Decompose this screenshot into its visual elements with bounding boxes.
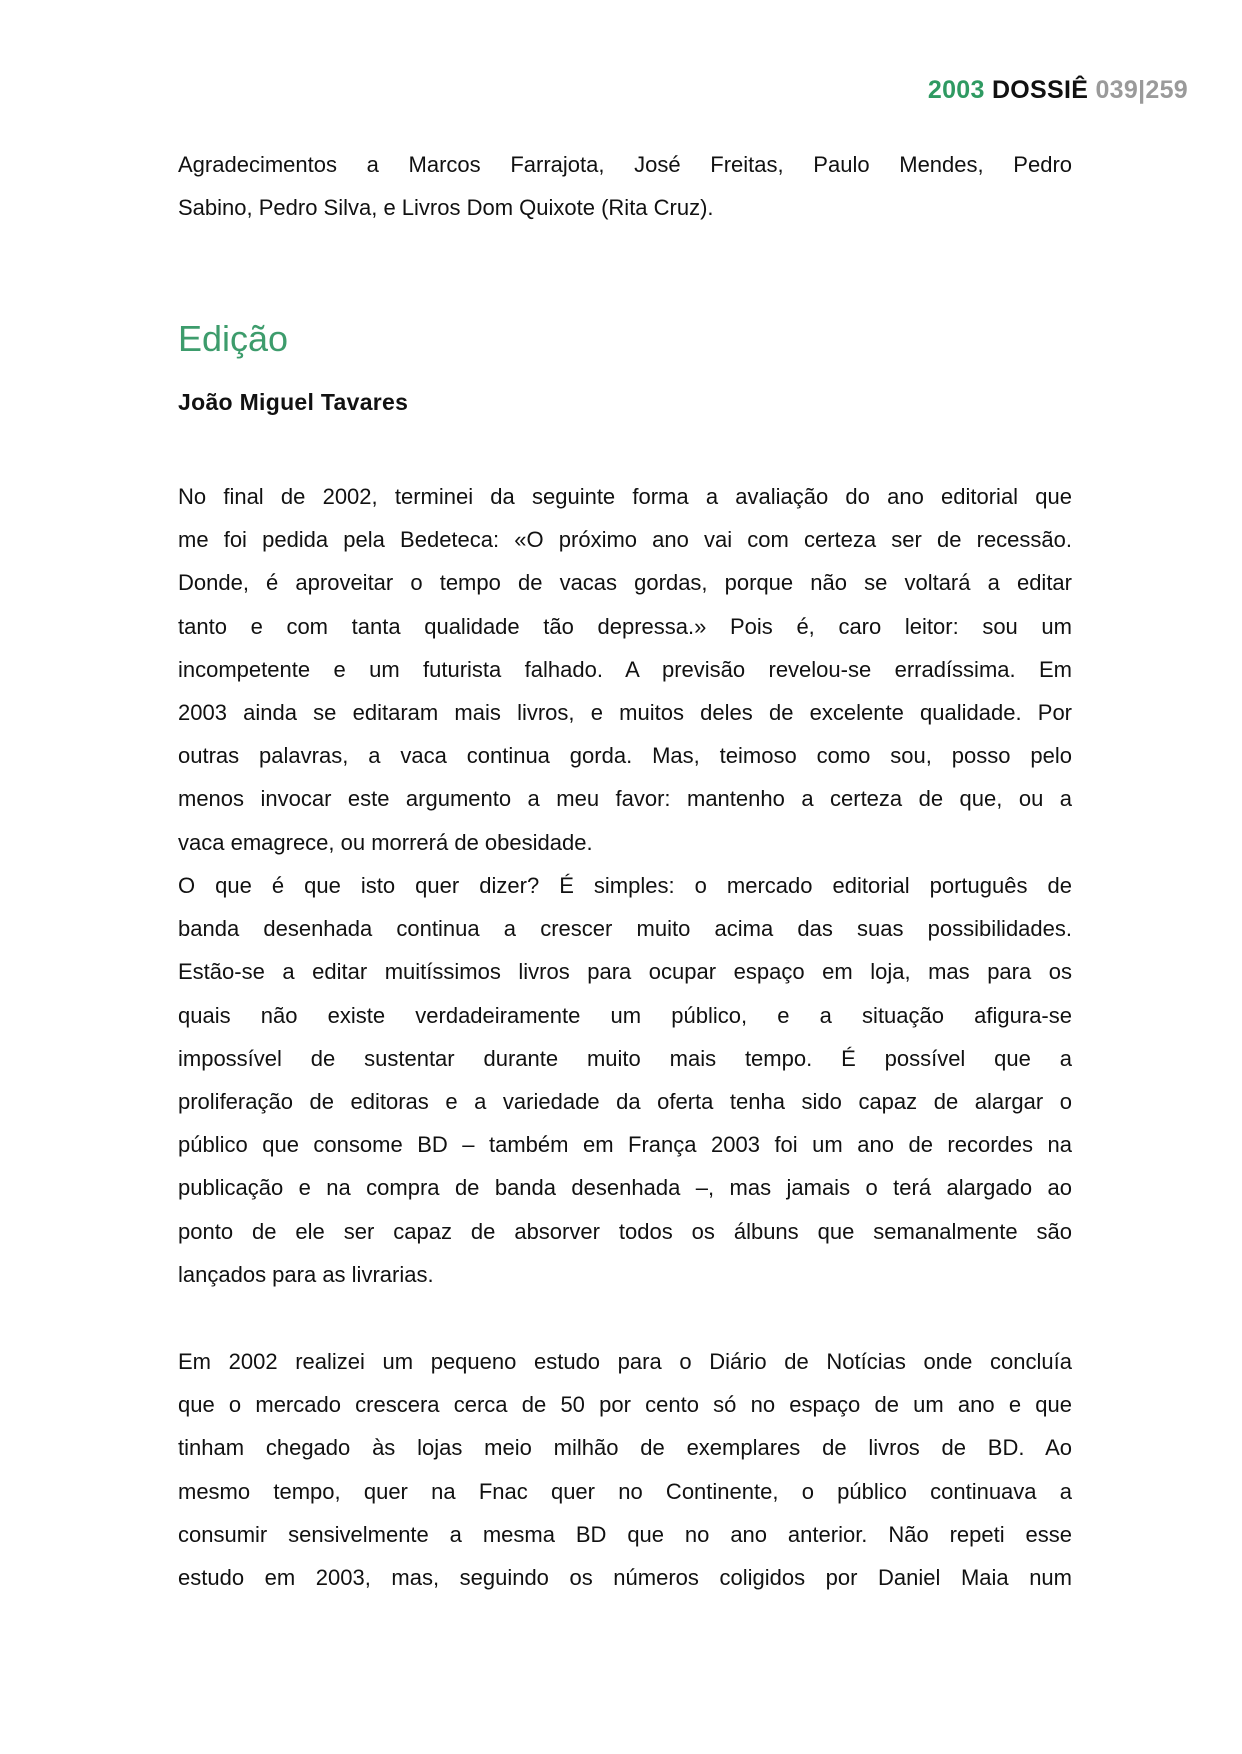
text-line: proliferação de editoras e a variedade da oferta tenha sido capaz de alargar o bbox=[178, 1088, 1072, 1114]
text-line: tanto e com tanta qualidade tão depressa.» Pois é, caro leitor: sou um bbox=[178, 613, 1072, 639]
text-line: me foi pedida pela Bedeteca: «O próximo ano vai com certeza ser de recessão. bbox=[178, 527, 1072, 553]
text-line: incompetente e um futurista falhado. A previsão revelou-se erradíssima. Em bbox=[178, 656, 1072, 682]
text-line: menos invocar este argumento a meu favor: mantenho a certeza de que, ou a bbox=[178, 786, 1072, 812]
header-page-number: 039|259 bbox=[1095, 76, 1188, 104]
text-line: tinham chegado às lojas meio milhão de exemplares de livros de BD. Ao bbox=[178, 1435, 1072, 1461]
paragraph-1 bbox=[178, 475, 1072, 864]
text-line: publicação e na compra de banda desenhada –, mas jamais o terá alargado ao bbox=[178, 1175, 1072, 1201]
text-line: público que consome BD – também em França 2003 foi um ano de recordes na bbox=[178, 1132, 1072, 1158]
running-header bbox=[928, 76, 1188, 105]
text-line: No final de 2002, terminei da seguinte forma a avaliação do ano editorial que bbox=[178, 484, 1072, 509]
header-section: DOSSIÊ bbox=[991, 76, 1089, 104]
text-line: 2003 ainda se editaram mais livros, e muitos deles de excelente qualidade. Por bbox=[178, 699, 1072, 725]
header-year: 2003 bbox=[927, 76, 985, 104]
text-line: O que é que isto quer dizer? É simples: o mercado editorial português de bbox=[178, 873, 1072, 898]
text-line: mesmo tempo, quer na Fnac quer no Continente, o público continuava a bbox=[178, 1478, 1072, 1504]
section-title: Edição bbox=[178, 318, 289, 359]
text-line: Em 2002 realizei um pequeno estudo para o Diário de Notícias onde concluía bbox=[178, 1349, 1072, 1374]
text-line: outras palavras, a vaca continua gorda. Mas, teimoso como sou, posso pelo bbox=[178, 743, 1072, 769]
text-line: banda desenhada continua a crescer muito acima das suas possibilidades. bbox=[178, 916, 1072, 942]
author-name: João Miguel Tavares bbox=[178, 389, 409, 415]
text-line: que o mercado crescera cerca de 50 por cento só no espaço de um ano e que bbox=[178, 1392, 1072, 1418]
text-line: Sabino, Pedro Silva, e Livros Dom Quixote (Rita Cruz). bbox=[178, 195, 714, 221]
paragraph-2 bbox=[178, 864, 1072, 1296]
text-line: Estão-se a editar muitíssimos livros para ocupar espaço em loja, mas para os bbox=[178, 959, 1072, 985]
acknowledgements bbox=[178, 143, 1072, 229]
text-line: vaca emagrece, ou morrerá de obesidade. bbox=[178, 829, 593, 855]
text-line: lançados para as livrarias. bbox=[178, 1261, 434, 1287]
text-line: Donde, é aproveitar o tempo de vacas gordas, porque não se voltará a editar bbox=[178, 570, 1072, 596]
text-line: estudo em 2003, mas, seguindo os números coligidos por Daniel Maia num bbox=[178, 1564, 1072, 1590]
text-line: ponto de ele ser capaz de absorver todos os álbuns que semanalmente são bbox=[178, 1218, 1072, 1244]
text-line: quais não existe verdadeiramente um público, e a situação afigura-se bbox=[178, 1002, 1072, 1028]
text-line: Agradecimentos a Marcos Farrajota, José Freitas, Paulo Mendes, Pedro bbox=[178, 152, 1072, 177]
paragraph-3 bbox=[178, 1340, 1072, 1599]
text-line: impossível de sustentar durante muito mais tempo. É possível que a bbox=[178, 1045, 1072, 1071]
text-line: consumir sensivelmente a mesma BD que no ano anterior. Não repeti esse bbox=[178, 1521, 1072, 1547]
